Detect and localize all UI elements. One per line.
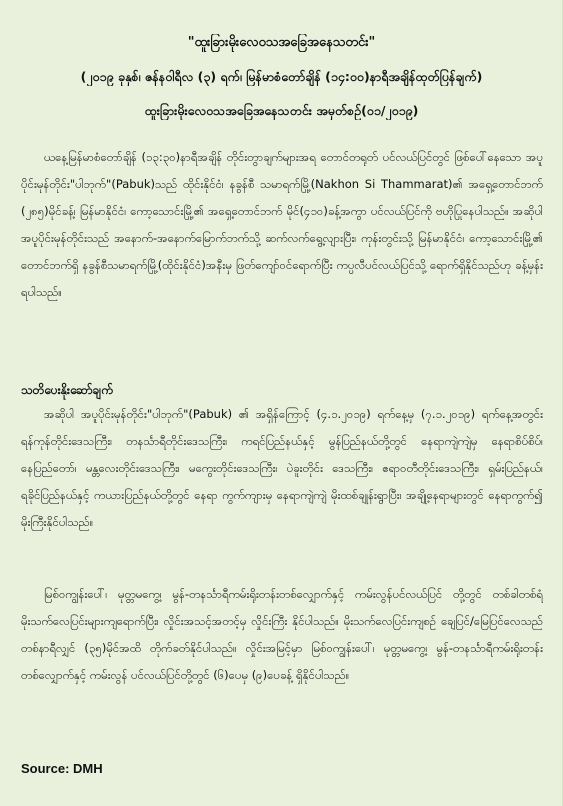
bulletin-issue-date: (၂၀၁၉ ခုနှစ်၊ ဇန်နဝါရီလ (၃) ရက်၊ မြန်မာစံတော်ချိန် (၁၄:၀၀)နာရီအချိန်ထုတ်ပြန်ချက်) (80, 69, 483, 84)
warning-heading: သတိပေးနိုးဆော်ချက် (21, 383, 113, 397)
source-credit: Source: DMH (21, 761, 103, 776)
bulletin-title: "ထူးခြားမိုးလေဝသအခြေအနေသတင်း" (187, 35, 376, 50)
storm-position-paragraph: ယနေ့မြန်မာစံတော်ချိန် (၁၃:၃၀)နာရီအချိန် တိုင်းတွာချက်များအရ တောင်တရုတ် ပင်လယ်ပြင်တွင် ဖြစ်ပေါ်နေသော အပူပိုင်းမုန်တိုင်း"ပါဘုက်"(Pabuk)သည် ထိုင်းနိုင်ငံ၊ နခွန်စီ သမာရက်မြို့(Nakhon Si Thammarat)၏ အရှေ့တောင်ဘက် (၂၈၅)မိုင်ခန့်၊ မြန်မာနိုင်ငံ၊ ကော့သောင်းမြို့၏ အရှေ့တောင်ဘက် မိုင်(၄၁၀)ခန့်အကွာ ပင်လယ်ပြင်ကို ဗဟိုပြုနေပါသည်။ အဆိုပါ အပူပိုင်းမုန်တိုင်းသည် အနောက်-အနောက်မြောက်ဘက်သို့ ဆက်လက်ရွေ့လျားပြီး၊ ကုန်းတွင်းသို့ မြန်မာနိုင်ငံ၊ ကော့သောင်းမြို့၏ တောင်ဘက်ရှိ နခွန်စီသမာရက်မြို့(ထိုင်းနိုင်ငံ)အနီးမှ ဖြတ်ကျော်ဝင်ရောက်ပြီး ကပ္ပလီပင်လယ်ပြင်သို့ ရောက်ရှိနိုင်သည်ဟု ခန့်မှန်းရပါသည်။ (21, 150, 543, 299)
bulletin-number: ထူးခြားမိုးလေဝသအခြေအနေသတင်း အမှတ်စဉ်(၀၁/၂၀၁၉) (144, 103, 419, 118)
rainfall-warning-paragraph: အဆိုပါ အပူပိုင်းမုန်တိုင်း"ပါဘုက်"(Pabuk) ၏ အရှိန်ကြောင့် (၄.၁.၂၀၁၉) ရက်နေ့မှ (၇.၁.၂၀၁၉) ရက်နေ့အတွင်း ရန်ကုန်တိုင်းဒေသကြီး၊ တနင်္သာရီတိုင်းဒေသကြီး၊ ကရင်ပြည်နယ်နှင့် မွန်ပြည်နယ်တို့တွင် နေရာကျဲကျဲမှ နေရာစိပ်စိပ်၊ နေပြည်တော်၊ မန္တလေးတိုင်းဒေသကြီး၊ မကွေးတိုင်းဒေသကြီး၊ ပဲခူးတိုင်း ဒေသကြီး၊ ဧရာဝတီတိုင်းဒေသကြီး၊ ရှမ်းပြည်နယ်၊ ရခိုင်ပြည်နယ်နှင့် ကယားပြည်နယ်တို့တွင် နေရာ ကွက်ကျားမှ နေရာကျဲကျဲ မိုးထစ်ချုန်းရွာပြီး၊ အချို့နေရာများတွင် နေရာကွက်၍ မိုးကြီးနိုင်ပါသည်။ (21, 407, 543, 529)
sea-condition-paragraph: မြစ်ဝကျွန်းပေါ်၊ မုတ္တမကွေ့၊ မွန်-တနင်္သာရီကမ်းရိုးတန်းတစ်လျှောက်နှင့် ကမ်းလွန်ပင်လယ်ပြင် တို့တွင် တစ်ခါတစ်ရံ မိုးသက်လေပြင်းများကျရောက်ပြီး၊ လှိုင်းအသင့်အတင့်မှ လှိုင်းကြီး နိုင်ပါသည်။ မိုးသက်လေပြင်းကျစဉ် ချေပြင်/မြေပြင်လေသည် တစ်နာရီလျှင် (၃၅)မိုင်အထိ တိုက်ခတ်နိုင်ပါသည်။ လှိုင်းအမြင့်မှာ မြစ်ဝကျွန်းပေါ်၊ မုတ္တမကွေ့၊ မွန်-တနင်္သာရီကမ်းရိုးတန်း တစ်လျှောက်နှင့် ကမ်းလွန် ပင်လယ်ပြင်တို့တွင် (၆)ပေမှ (၉)ပေခန့် ရှိနိုင်ပါသည်။ (21, 587, 543, 682)
